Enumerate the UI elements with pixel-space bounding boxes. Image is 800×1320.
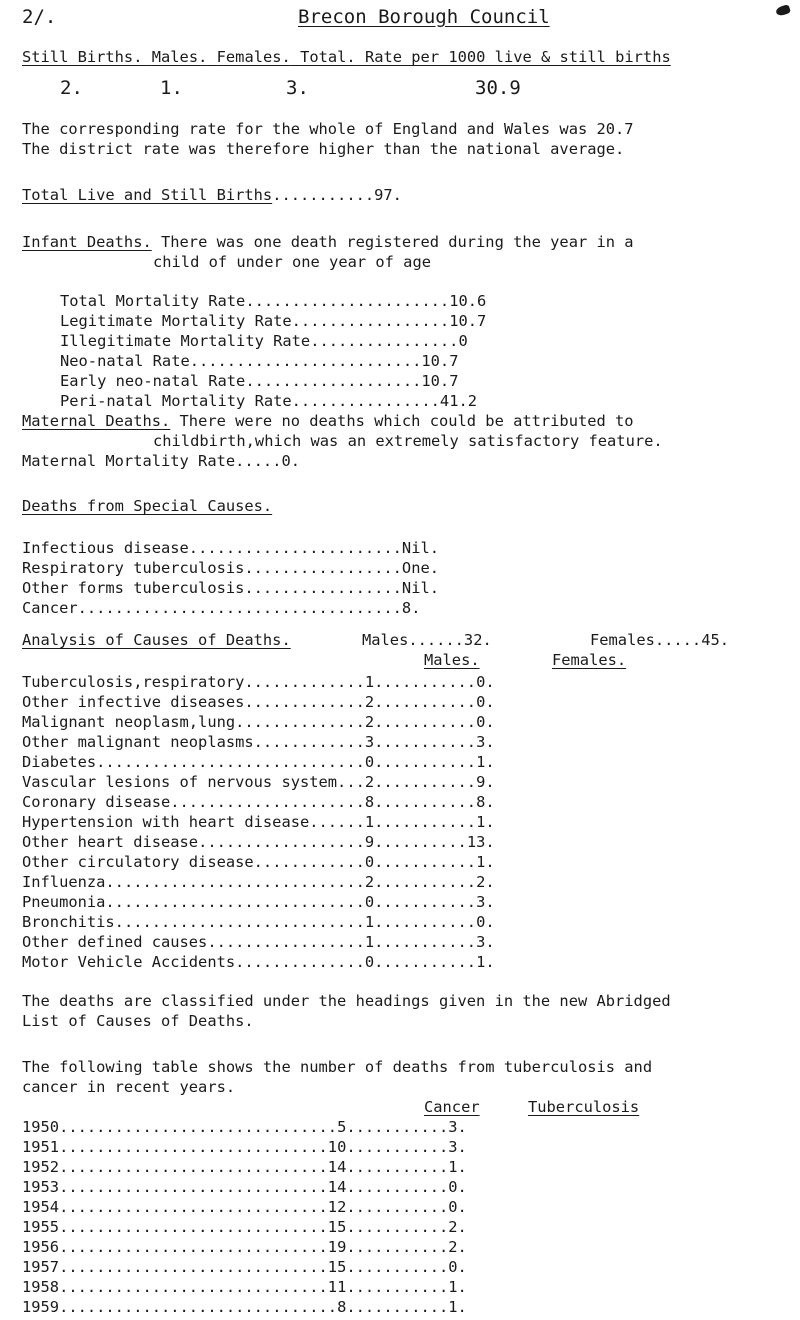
analysis-row (22, 933, 495, 951)
analysis-row (22, 953, 495, 971)
infant-deaths-line (22, 233, 634, 251)
classification-note-line2: List of Causes of Deaths. (22, 1012, 254, 1030)
analysis-dots: ..................... (170, 793, 365, 811)
analysis-females-value: 1. (476, 953, 495, 971)
special-cause-label: Infectious disease (22, 539, 189, 557)
year-cancer-value: 19 (327, 1238, 347, 1256)
still-births-males: 2. (60, 77, 83, 99)
year-label: 1951 (22, 1138, 60, 1156)
analysis-row (22, 693, 495, 711)
analysis-dots: ............................ (105, 893, 365, 911)
infant-rate-label: Neo-natal Rate (60, 352, 190, 370)
analysis-dots: ............................. (96, 753, 365, 771)
infant-rate-label: Total Mortality Rate (60, 292, 246, 310)
analysis-males-total: Males......32. (362, 631, 492, 649)
special-cause-dots: ................................... (77, 599, 402, 617)
year-dots: ........... (346, 1278, 449, 1296)
still-births-label: Still Births. (22, 48, 143, 66)
maternal-deaths-text: There were no deaths which could be attributed to (170, 412, 634, 430)
analysis-dots: ........... (374, 793, 477, 811)
infant-rate-label: Legitimate Mortality Rate (60, 312, 292, 330)
analysis-row (22, 813, 495, 831)
year-cancer-value: 8 (337, 1298, 347, 1316)
maternal-deaths-line (22, 412, 634, 430)
maternal-rate-label: Maternal Mortality Rate (22, 452, 236, 470)
analysis-dots: ............. (244, 673, 365, 691)
analysis-cause-label: Malignant neoplasm,lung (22, 713, 236, 731)
year-dots: ............................. (59, 1198, 328, 1216)
year-tb-value: 0. (448, 1178, 467, 1196)
analysis-dots: ............ (253, 853, 365, 871)
year-label: 1950 (22, 1118, 60, 1136)
analysis-cause-label: Other malignant neoplasms (22, 733, 254, 751)
special-cause-value: Nil. (401, 539, 439, 557)
year-cancer-value: 15 (327, 1258, 347, 1276)
analysis-males-value: 8 (364, 793, 375, 811)
special-cause-value: Nil. (401, 579, 439, 597)
analysis-dots: ........... (374, 673, 477, 691)
recent-years-col-cancer: Cancer (424, 1098, 480, 1116)
analysis-cause-label: Bronchitis (22, 913, 115, 931)
analysis-cause-label: Other heart disease (22, 833, 199, 851)
analysis-row (22, 833, 495, 851)
recent-year-row (22, 1158, 467, 1176)
classification-note-line1: The deaths are classified under the headings given in the new Abridged (22, 992, 671, 1010)
analysis-females-value: 0. (476, 713, 495, 731)
analysis-heading: Analysis of Causes of Deaths. (22, 631, 291, 649)
year-tb-value: 2. (448, 1218, 467, 1236)
infant-rate-row (60, 332, 468, 350)
infant-rate-row (60, 392, 477, 410)
recent-year-row (22, 1278, 467, 1296)
year-dots: ........... (346, 1138, 449, 1156)
year-dots: ............................. (59, 1138, 328, 1156)
infant-rate-dots: ................... (245, 372, 422, 390)
infant-rate-label: Illegitimate Mortality Rate (60, 332, 311, 350)
analysis-dots: ........... (374, 893, 477, 911)
analysis-dots: ........... (374, 713, 477, 731)
infant-rate-dots: ................ (291, 392, 440, 410)
recent-year-row (22, 1118, 467, 1136)
total-births-label: Total Live and Still Births (22, 186, 273, 204)
special-cause-value: One. (401, 559, 439, 577)
analysis-males-value: 3 (364, 733, 375, 751)
analysis-col-females: Females. (552, 651, 627, 669)
rate-label: Rate per 1000 live & still births (364, 48, 671, 66)
year-dots: ........... (346, 1118, 449, 1136)
infant-deaths-text: There was one death registered during the year in a (151, 233, 634, 251)
analysis-dots: ........... (374, 913, 477, 931)
special-cause-label: Cancer (22, 599, 78, 617)
infant-rate-row (60, 352, 458, 370)
year-label: 1957 (22, 1258, 60, 1276)
analysis-row (22, 873, 495, 891)
infant-rate-row (60, 312, 486, 330)
recent-years-col-tb: Tuberculosis (528, 1098, 640, 1116)
analysis-cause-label: Other circulatory disease (22, 853, 254, 871)
analysis-females-value: 0. (476, 913, 495, 931)
special-cause-dots: ....................... (188, 539, 402, 557)
special-cause-row (22, 599, 420, 617)
year-dots: ........... (346, 1218, 449, 1236)
analysis-dots: .............. (235, 713, 365, 731)
recent-year-row (22, 1258, 467, 1276)
year-cancer-value: 11 (327, 1278, 347, 1296)
year-cancer-value: 15 (327, 1218, 347, 1236)
analysis-cause-label: Tuberculosis,respiratory (22, 673, 245, 691)
year-tb-value: 3. (448, 1138, 467, 1156)
analysis-dots: ... (337, 773, 365, 791)
analysis-row (22, 733, 495, 751)
analysis-row (22, 673, 495, 691)
special-cause-dots: ................. (244, 579, 402, 597)
year-tb-value: 1. (448, 1298, 467, 1316)
recent-year-row (22, 1238, 467, 1256)
year-dots: ............................. (59, 1278, 328, 1296)
analysis-males-value: 1 (364, 813, 375, 831)
year-tb-value: 1. (448, 1158, 467, 1176)
analysis-cause-label: Diabetes (22, 753, 97, 771)
analysis-cause-label: Pneumonia (22, 893, 106, 911)
analysis-males-value: 0 (364, 753, 375, 771)
year-cancer-value: 12 (327, 1198, 347, 1216)
year-dots: ............................. (59, 1158, 328, 1176)
analysis-males-value: 9 (364, 833, 375, 851)
year-cancer-value: 5 (337, 1118, 347, 1136)
year-dots: ............................. (59, 1218, 328, 1236)
year-label: 1955 (22, 1218, 60, 1236)
recent-year-row (22, 1198, 467, 1216)
total-label: Total. (300, 48, 356, 66)
year-label: 1952 (22, 1158, 60, 1176)
page-number: 2/. (22, 6, 57, 28)
year-cancer-value: 10 (327, 1138, 347, 1156)
infant-rate-label: Early neo-natal Rate (60, 372, 246, 390)
analysis-males-value: 0 (364, 853, 375, 871)
analysis-cause-label: Other infective diseases (22, 693, 245, 711)
year-dots: ............................. (59, 1178, 328, 1196)
analysis-dots: ...... (309, 813, 365, 831)
analysis-dots: ........... (374, 953, 477, 971)
analysis-females-value: 0. (476, 673, 495, 691)
infant-rate-value: 10.7 (449, 312, 487, 330)
special-cause-value: 8. (401, 599, 421, 617)
still-births-total: 3. (286, 77, 309, 99)
analysis-dots: ........... (374, 693, 477, 711)
analysis-females-value: 13. (466, 833, 495, 851)
analysis-row (22, 793, 495, 811)
infant-rate-value: 10.6 (449, 292, 487, 310)
infant-rate-row (60, 372, 458, 390)
year-tb-value: 3. (448, 1118, 467, 1136)
maternal-deaths-heading: Maternal Deaths. (22, 412, 171, 430)
analysis-col-males: Males. (424, 651, 480, 669)
year-dots: ........... (346, 1238, 449, 1256)
analysis-row (22, 713, 495, 731)
year-label: 1954 (22, 1198, 60, 1216)
analysis-row (22, 893, 495, 911)
year-dots: ........... (346, 1198, 449, 1216)
special-cause-label: Other forms tuberculosis (22, 579, 245, 597)
analysis-cause-label: Motor Vehicle Accidents (22, 953, 236, 971)
analysis-dots: ............ (253, 733, 365, 751)
recent-year-row (22, 1298, 467, 1316)
year-cancer-value: 14 (327, 1158, 347, 1176)
infant-rate-dots: ................. (291, 312, 450, 330)
analysis-cause-label: Coronary disease (22, 793, 171, 811)
still-births-females: 1. (160, 77, 183, 99)
analysis-males-value: 2 (364, 693, 375, 711)
analysis-dots: .......... (374, 833, 467, 851)
infant-rate-value: 41.2 (439, 392, 477, 410)
analysis-dots: ........... (374, 773, 477, 791)
special-causes-heading: Deaths from Special Causes. (22, 497, 273, 515)
analysis-row (22, 753, 495, 771)
analysis-males-value: 0 (364, 893, 375, 911)
analysis-females-value: 8. (476, 793, 495, 811)
analysis-dots: ........... (374, 853, 477, 871)
analysis-dots: ........... (374, 873, 477, 891)
recent-year-row (22, 1178, 467, 1196)
analysis-males-value: 2 (364, 773, 375, 791)
analysis-females-value: 1. (476, 813, 495, 831)
analysis-dots: ............. (244, 693, 365, 711)
still-births-heading (22, 48, 671, 66)
year-tb-value: 0. (448, 1258, 467, 1276)
infant-rate-dots: ................ (310, 332, 459, 350)
special-cause-row (22, 559, 439, 577)
males-label: Males. (151, 48, 208, 66)
infant-rate-dots: ......................... (189, 352, 422, 370)
margin-mark-icon (775, 4, 791, 17)
females-label: Females. (216, 48, 291, 66)
page-title: Brecon Borough Council (298, 6, 550, 28)
total-births-value: 97. (374, 186, 402, 204)
analysis-males-value: 2 (364, 713, 375, 731)
recent-year-row (22, 1218, 467, 1236)
year-tb-value: 1. (448, 1278, 467, 1296)
analysis-cause-label: Vascular lesions of nervous system (22, 773, 338, 791)
infant-deaths-text-cont: child of under one year of age (153, 253, 431, 271)
analysis-males-value: 1 (364, 933, 375, 951)
year-label: 1958 (22, 1278, 60, 1296)
analysis-row (22, 913, 495, 931)
recent-year-row (22, 1138, 467, 1156)
analysis-males-value: 2 (364, 873, 375, 891)
year-dots: ............................. (59, 1238, 328, 1256)
analysis-cause-label: Hypertension with heart disease (22, 813, 310, 831)
analysis-row (22, 773, 495, 791)
infant-rate-value: 0 (458, 332, 468, 350)
analysis-dots: .................. (198, 833, 365, 851)
infant-rate-row (60, 292, 486, 310)
analysis-females-value: 3. (476, 933, 495, 951)
analysis-dots: .............. (235, 953, 365, 971)
year-dots: .............................. (59, 1298, 338, 1316)
infant-rate-value: 10.7 (421, 352, 459, 370)
special-cause-row (22, 579, 439, 597)
year-label: 1953 (22, 1178, 60, 1196)
recent-years-intro-line2: cancer in recent years. (22, 1078, 236, 1096)
analysis-dots: ........................... (114, 913, 365, 931)
infant-deaths-heading: Infant Deaths. (22, 233, 152, 251)
year-label: 1959 (22, 1298, 60, 1316)
infant-rate-dots: ...................... (245, 292, 450, 310)
year-tb-value: 0. (448, 1198, 467, 1216)
analysis-females-value: 9. (476, 773, 495, 791)
maternal-rate-dots: ..... (235, 452, 282, 470)
analysis-females-value: 0. (476, 693, 495, 711)
analysis-dots: ........... (374, 733, 477, 751)
maternal-rate-value: 0. (281, 452, 301, 470)
year-dots: ........... (346, 1178, 449, 1196)
analysis-row (22, 853, 495, 871)
analysis-males-value: 1 (364, 673, 375, 691)
analysis-cause-label: Influenza (22, 873, 106, 891)
special-cause-row (22, 539, 439, 557)
year-label: 1956 (22, 1238, 60, 1256)
year-cancer-value: 14 (327, 1178, 347, 1196)
special-cause-dots: ................. (244, 559, 402, 577)
year-dots: .............................. (59, 1118, 338, 1136)
analysis-dots: ........... (374, 933, 477, 951)
national-rate-line: The corresponding rate for the whole of England and Wales was 20.7 (22, 120, 634, 138)
year-dots: ............................. (59, 1258, 328, 1276)
analysis-females-value: 3. (476, 893, 495, 911)
analysis-dots: ........... (374, 753, 477, 771)
year-tb-value: 2. (448, 1238, 467, 1256)
analysis-males-value: 1 (364, 913, 375, 931)
year-dots: ........... (346, 1258, 449, 1276)
recent-years-intro-line1: The following table shows the number of deaths from tuberculosis and (22, 1058, 653, 1076)
maternal-deaths-text-cont: childbirth,which was an extremely satisfactory feature. (153, 432, 663, 450)
analysis-females-value: 1. (476, 853, 495, 871)
maternal-rate-line (22, 452, 300, 470)
infant-rate-value: 10.7 (421, 372, 459, 390)
analysis-males-value: 0 (364, 953, 375, 971)
analysis-dots: ............................ (105, 873, 365, 891)
analysis-dots: ........... (374, 813, 477, 831)
analysis-females-total: Females.....45. (590, 631, 729, 649)
analysis-females-value: 1. (476, 753, 495, 771)
analysis-females-value: 2. (476, 873, 495, 891)
analysis-females-value: 3. (476, 733, 495, 751)
still-births-rate: 30.9 (475, 77, 521, 99)
analysis-dots: ................. (207, 933, 365, 951)
year-dots: ........... (346, 1158, 449, 1176)
total-births-line (22, 186, 402, 204)
year-dots: ........... (346, 1298, 449, 1316)
total-births-dots: ........... (272, 186, 375, 204)
national-comparison-line: The district rate was therefore higher than the national average. (22, 140, 625, 158)
infant-rate-label: Peri-natal Mortality Rate (60, 392, 292, 410)
analysis-cause-label: Other defined causes (22, 933, 208, 951)
special-cause-label: Respiratory tuberculosis (22, 559, 245, 577)
